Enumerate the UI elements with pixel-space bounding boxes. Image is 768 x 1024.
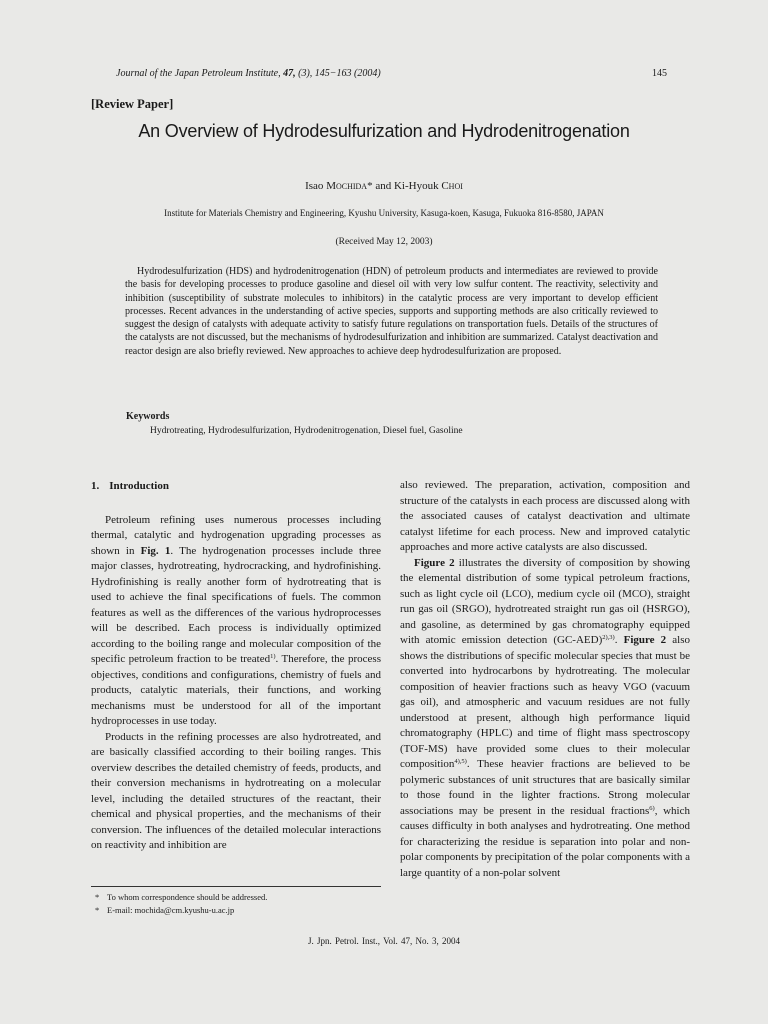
author-family-name: Mochida [326, 180, 368, 192]
footnote [95, 891, 267, 904]
text-run: . The hydrogenation processes include three major classes, hydrotreating, hydrocracking, and hydrofinishing. Hydrofinishing is really another form of hydrotreating that is used to achieve the final specifications of fuels. The common features as well as the differences of the various hydroprocesses will be described. Each process is individually optimized according to the boiling range and molecular composition of the specific petroleum fraction to be treated [91, 544, 381, 665]
citation-ref[interactable]: 4),5) [454, 758, 467, 765]
text-run: also shows the distributions of specific molecular species that must be converted into hydrocarbons by hydrotreating. The molecular composition of heavier fractions such as heavy VGO (vacuum gas oil), and atmospheric and vacuum residues are not fully understood at present, although high performance liquid chromatography (HPLC) and time of flight mass spectroscopy (TOF-MS) have provided some clues to their molecular composition [400, 634, 691, 770]
citation-ref[interactable]: 1) [270, 653, 276, 660]
issue-pages: (3), 145−163 (2004) [298, 68, 381, 79]
corresponding-mark: * [367, 180, 373, 192]
figure-ref[interactable]: Figure 2 [414, 556, 455, 569]
footnotes [95, 891, 267, 916]
received-date: (Received May 12, 2003) [335, 237, 433, 247]
text-run: , which causes difficulty in both analyses and hydrotreating. One method for characterizing the residue is separation into polar and non-polar components by precipitation of the polar components with a large quantity of a non-polar solvent [400, 804, 690, 879]
footnote [95, 904, 267, 917]
figure-ref[interactable]: Fig. 1 [140, 544, 171, 557]
text-run: . These heavier fractions are believed to be polymeric substances of unit structures that are basically similar to those found in the lighter fractions. Strong molecular associations may be present in the residual fractions [400, 758, 690, 817]
text-run: illustrates the diversity of composition by showing the elemental distribution of some typical petroleum fractions, such as light cycle oil (LCO), medium cycle oil (MCO), straight run gas oil (SRGO), hydrotreated straight run gas oil (HSRGO), and gasoline, as determined by gas chromatography equipped with atomic emission detection (GC-AED) [400, 556, 690, 646]
footnote-divider [91, 886, 381, 887]
paragraph [400, 556, 690, 882]
paper-type: [Review Paper] [91, 97, 174, 111]
paragraph [91, 513, 381, 730]
section-heading [91, 479, 381, 495]
page-footer: J. Jpn. Petrol. Inst., Vol. 47, No. 3, 2004 [308, 936, 460, 946]
article-title: An Overview of Hydrodesulfurization and Hydrodenitrogenation [138, 121, 630, 141]
text-run: . [614, 634, 624, 646]
keywords-heading: Keywords [126, 411, 170, 422]
citation-ref[interactable]: 2),3) [602, 634, 615, 641]
figure-ref[interactable]: Figure 2 [623, 634, 667, 646]
journal-name: Journal of the Japan Petroleum Institute, [116, 68, 281, 79]
author-family-name: Choi [441, 180, 463, 192]
authors [0, 180, 768, 192]
author-given-name: Ki-Hyouk [393, 180, 439, 192]
footnote-text: To whom correspondence should be addressed. [107, 892, 268, 902]
left-column [91, 479, 381, 854]
footnote-mark: * [95, 904, 100, 915]
text-run: . Therefore, the process objectives, conditions and configurations, chemistry of fuels and products, catalytic materials, their functions, and working mechanisms must be understood for all of the important hydroprocesses in use today. [91, 653, 381, 727]
page-number: 145 [652, 68, 667, 79]
journal-volume: 47, [283, 68, 296, 79]
keywords-list: Hydrotreating, Hydrodesulfurization, Hydrodenitrogenation, Diesel fuel, Gasoline [150, 426, 463, 436]
abstract: Hydrodesulfurization (HDS) and hydrodenitrogenation (HDN) of petroleum products and intermediates are reviewed to provide the basis for developing processes to produce gasoline and diesel oil with very low sulfur content. The reactivity, selectivity and inhibition (susceptibility of substrate molecules to inhibitors) in the catalytic process are very important to develop efficient processes. Recent advances in the understanding of active species, supports and supporting methods are also critically reviewed to suggest the design of catalysts with adequate activity to satisfy future regulations on transportation fuels. Details of the structures of the catalysts are not discussed, but the mechanisms of hydrodesulfurization and inhibition are summarized. Catalyst deactivation and reactor design are also briefly reviewed. New approaches to achieve deep hydrodesulfurization are proposed. [125, 266, 658, 357]
paragraph: Products in the refining processes are also hydrotreated, and are basically classified according to their boiling ranges. This overview describes the detailed chemistry of feeds, products, and their conversion mechanisms in hydrotreating on a molecular level, including the detailed structures of the reactant, their chemical and physical properties, and the mechanisms of their conversion. The influences of the detailed molecular interactions on reactivity and inhibition are [91, 730, 381, 851]
running-head [116, 68, 670, 79]
footnote-mark: * [95, 892, 100, 902]
section-number: 1. [91, 480, 100, 492]
author-given-name: Isao [305, 180, 324, 192]
section-title: Introduction [109, 480, 169, 492]
paragraph: also reviewed. The preparation, activation, composition and structure of the catalysts in each process are discussed along with the associated causes of catalyst deactivation and ultimate catalyst lifetime for each process. New and improved catalytic approaches and more active catalysts are also discussed. [400, 479, 690, 553]
footnote-email[interactable]: E-mail: mochida@cm.kyushu-u.ac.jp [107, 904, 235, 915]
affiliation: Institute for Materials Chemistry and Engineering, Kyushu University, Kasuga-koen, Kasuga, Fukuoka 816-8580, JAPAN [164, 208, 604, 218]
author-connector: and [375, 180, 392, 192]
text-run: Petroleum refining uses numerous processes including thermal, catalytic and hydrogenation upgrading processes as shown in [91, 513, 381, 557]
citation-ref[interactable]: 6) [649, 804, 655, 812]
right-column [400, 478, 690, 881]
